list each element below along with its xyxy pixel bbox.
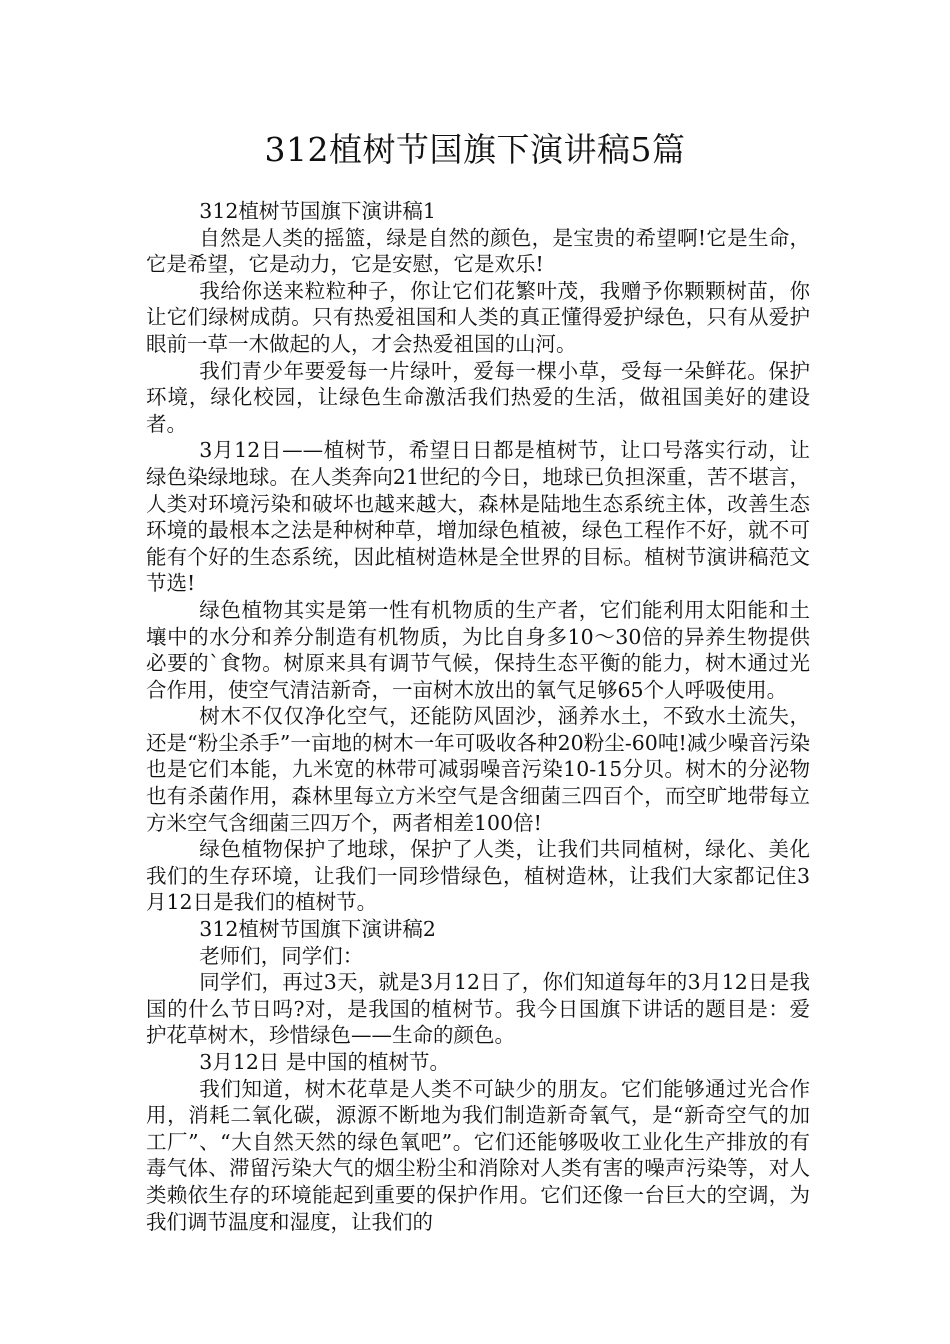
paragraph: 我们青少年要爱每一片绿叶，爱每一棵小草，受每一朵鲜花。保护环境，绿化校园，让绿色生命激活我们热爱的生活，做祖国美好的建设者。: [146, 358, 810, 436]
paragraph: 树木不仅仅净化空气，还能防风固沙，涵养水土，不致水土流失，还是“粉尘杀手”一亩地的树木一年可吸收各种20粉尘-60吨!减少噪音污染也是它们本能，九米宽的林带可减弱噪音污染10-15分贝。树木的分泌物也有杀菌作用，森林里每立方米空气是含细菌三四百个，而空旷地带每立方米空气含细菌三四万个，两者相差100倍!: [146, 704, 810, 835]
paragraph: 3月12日 是中国的植树节。: [199, 1050, 450, 1074]
paragraph: 同学们，再过3天，就是3月12日了，你们知道每年的3月12日是我国的什么节日吗?对，是我国的植树节。我今日国旗下讲话的题目是：爱护花草树木，珍惜绿色——生命的颜色。: [146, 970, 810, 1048]
document-body: [146, 198, 810, 1235]
section-heading-2: 312植树节国旗下演讲稿2: [199, 917, 436, 942]
greeting: 老师们，同学们：: [199, 943, 364, 968]
paragraph: 绿色植物保护了地球，保护了人类，让我们共同植树，绿化、美化我们的生存环境，让我们一同珍惜绿色，植树造林，让我们大家都记住3月12日是我们的植树节。: [146, 837, 810, 915]
paragraph: 自然是人类的摇篮，绿是自然的颜色，是宝贵的希望啊!它是生命，它是希望，它是动力，它是安慰，它是欢乐!: [146, 225, 810, 277]
paragraph: 我们知道，树木花草是人类不可缺少的朋友。它们能够通过光合作用，消耗二氧化碳，源源不断地为我们制造新奇氧气，是“新奇空气的加工厂”、“大自然天然的绿色氧吧”。它们还能够吸收工业化生产排放的有毒气体、滞留污染大气的烟尘粉尘和消除对人类有害的噪声污染等，对人类赖依生存的环境能起到重要的保护作用。它们还像一台巨大的空调，为我们调节温度和湿度，让我们的: [146, 1076, 810, 1234]
document-title: 312植树节国旗下演讲稿5篇: [264, 130, 686, 169]
paragraph: 3月12日——植树节，希望日日都是植树节，让口号落实行动，让绿色染绿地球。在人类奔向21世纪的今日，地球已负担深重，苦不堪言，人类对环境污染和破坏也越来越大，森林是陆地生态系统主体，改善生态环境的最根本之法是种树种草，增加绿色植被，绿色工程作不好，就不可能有个好的生态系统，因此植树造林是全世界的目标。植树节演讲稿范文节选!: [146, 438, 810, 596]
section-heading-1: 312植树节国旗下演讲稿1: [199, 199, 436, 223]
paragraph: 绿色植物其实是第一性有机物质的生产者，它们能利用太阳能和土壤中的水分和养分制造有机物质，为比自身多10～30倍的异养生物提供必要的`食物。树原来具有调节气候，保持生态平衡的能力，树木通过光合作用，使空气清洁新奇，一亩树木放出的氧气足够65个人呼吸使用。: [146, 597, 810, 702]
paragraph: 我给你送来粒粒种子，你让它们花繁叶茂，我赠予你颗颗树苗，你让它们绿树成荫。只有热爱祖国和人类的真正懂得爱护绿色，只有从爱护眼前一草一木做起的人，才会热爱祖国的山河。: [146, 278, 810, 356]
